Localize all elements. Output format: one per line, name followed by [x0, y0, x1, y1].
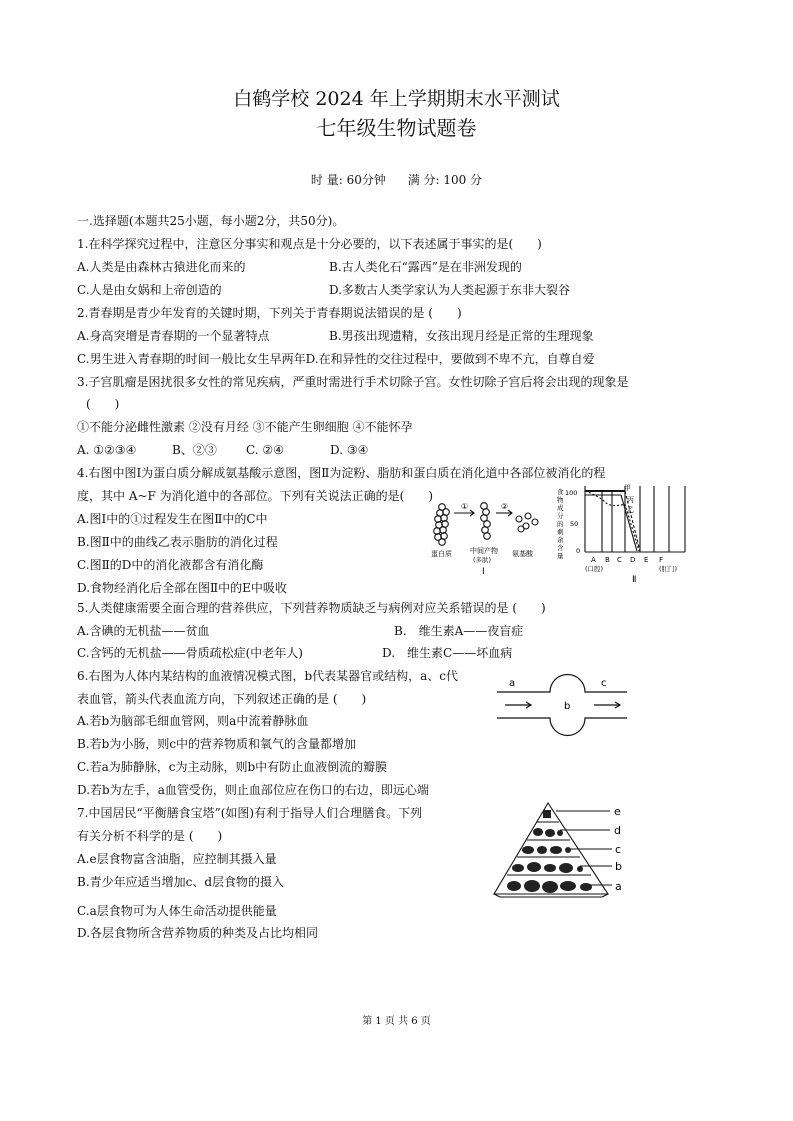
q7-option-c: C.a层食物可为人体生命活动提供能量 [77, 904, 277, 918]
q3-option-d: D. ③④ [330, 443, 369, 457]
q2-option-cd: C.男生进入青春期的时间一般比女生早两年D.在和异性的交往过程中，要做到不卑不亢，自尊自爱 [77, 352, 595, 366]
q6-option-d: D.若b为左手，a血管受伤，则止血部位应在伤口的右边，即远心端 [77, 783, 429, 797]
fig2-label-bing: 丙 [627, 496, 634, 504]
q2-stem: 2.青春期是青少年发育的关键时期，下列关于青春期说法错误的是 ( ) [77, 306, 462, 320]
fig6-label-a: a [509, 678, 516, 689]
q5-option-c: C.含钙的无机盐——骨质疏松症(中老年人) [77, 646, 303, 660]
q6-option-b: B.若b为小肠，则c中的营养物质和氧气的含量都增加 [77, 737, 357, 751]
q7-stem-1: 7.中国居民“平衡膳食宝塔”(如图)有利于指导人们合理膳食。下列 [77, 806, 423, 820]
q1-option-d: D.多数古人类学家认为人类起源于东非大裂谷 [329, 283, 571, 297]
fig2-mouth: (口腔) [585, 565, 604, 573]
svg-text:量: 量 [557, 552, 564, 560]
svg-text:D: D [630, 556, 636, 564]
q6-option-c: C.若a为肺静脉，c为主动脉，则b中有防止血液倒流的瓣膜 [77, 760, 388, 774]
figure-digestion-graph [555, 482, 695, 590]
q2-option-b: B.男孩出现遗精，女孩出现月经是正常的生理现象 [329, 329, 594, 343]
fig2-x-labels [591, 556, 663, 564]
svg-text:含: 含 [557, 544, 564, 552]
svg-text:的: 的 [557, 520, 564, 528]
q5-option-d: D. 维生素C——坏血病 [382, 646, 513, 660]
q3-option-a: A. ①②③④ [77, 443, 137, 457]
svg-text:B: B [605, 556, 610, 564]
fig1-label-intermediate: 中间产物 [470, 547, 498, 555]
svg-text:剩: 剩 [557, 528, 564, 536]
svg-text:F: F [659, 556, 664, 564]
q7-option-b: B.青少年应适当增加c、d层食物的摄入 [77, 875, 285, 889]
svg-text:C: C [617, 556, 622, 564]
q3-option-c: C. ②④ [246, 443, 284, 457]
figure-food-pyramid [490, 800, 630, 902]
fig7-label-c: c [615, 843, 622, 856]
svg-text:E: E [644, 556, 649, 564]
svg-text:余: 余 [557, 536, 564, 544]
svg-text:A: A [591, 556, 596, 564]
q5-option-a: A.含碘的无机盐——贫血 [77, 624, 210, 638]
q2-option-a: A.身高突增是青春期的一个显著特点 [77, 329, 270, 343]
svg-text:食: 食 [557, 488, 564, 496]
q5-option-b: B. 维生素A——夜盲症 [394, 624, 524, 638]
fig2-label-yi: 乙 [627, 506, 634, 514]
fig2-numeral: Ⅱ [632, 575, 637, 585]
svg-text:分: 分 [557, 512, 564, 520]
q1-option-b: B.古人类化石“露西”是在非洲发现的 [329, 260, 522, 274]
q4-option-b: B.图Ⅱ中的曲线乙表示脂肪的消化过程 [77, 535, 278, 549]
fig2-y100: 100 [565, 489, 578, 497]
fig2-y0: 0 [576, 547, 581, 555]
fig6-label-c: c [601, 678, 607, 689]
fig2-y50: 50 [570, 520, 579, 528]
exam-time: 时 量: 60分钟 [310, 173, 386, 187]
q4-option-a: A.图Ⅰ中的①过程发生在图Ⅱ中的C中 [77, 512, 268, 526]
q4-option-c: C.图Ⅱ的D中的消化液都含有消化酶 [77, 558, 264, 572]
q1-stem: 1.在科学探究过程中，注意区分事实和观点是十分必要的，以下表述属于事实的是( ) [77, 237, 542, 251]
fig2-anus: (肛门) [659, 565, 678, 573]
figure-blood-vessel [495, 670, 630, 740]
fig1-step-1: ① [461, 502, 469, 511]
section-heading: 一.选择题(本题共25小题，每小题2分，共50分)。 [77, 214, 345, 228]
page-footer: 第 1 页 共 6 页 [362, 1016, 431, 1027]
exam-score: 满 分: 100 分 [407, 173, 483, 187]
fig1-label-protein: 蛋白质 [431, 550, 452, 558]
q1-option-a: A.人类是由森林古猿进化而来的 [77, 260, 246, 274]
fig7-label-a: a [615, 880, 622, 893]
fig1-step-2: ② [501, 502, 509, 511]
fig1-label-amino-acid: 氨基酸 [512, 550, 533, 558]
svg-text:物: 物 [557, 496, 564, 504]
q3-items: ①不能分泌雌性激素 ②没有月经 ③不能产生卵细胞 ④不能怀孕 [77, 420, 413, 434]
exam-title: 白鹤学校 2024 年上学期期末水平测试 [233, 88, 560, 110]
q7-option-d: D.各层食物所含营养物质的种类及占比均相同 [77, 926, 319, 940]
q4-stem-2: 度，其中 A~F 为消化道中的各部位。下列有关说法正确的是( ) [77, 489, 434, 503]
svg-text:成: 成 [557, 504, 564, 512]
q4-stem-1: 4.右图中图Ⅰ为蛋白质分解成氨基酸示意图，图Ⅱ为淀粉、脂肪和蛋白质在消化道中各部位被消化的程 [77, 466, 606, 480]
fig2-label-jia: 甲 [624, 484, 631, 492]
fig7-label-d: d [614, 824, 621, 837]
exam-subtitle: 七年级生物试题卷 [316, 116, 477, 140]
q3-stem: 3.子宫肌瘤是困扰很多女性的常见疾病，严重时需进行手术切除子宫。女性切除子宫后将会出现的现象是 [77, 375, 629, 389]
fig6-label-b: b [564, 701, 571, 712]
q7-option-a: A.e层食物富含油脂，应控制其摄入量 [77, 852, 277, 866]
q3-option-b: B、②③ [172, 443, 217, 457]
figure-protein-digestion [428, 497, 548, 579]
q6-option-a: A.若b为脑部毛细血管网，则a中流着静脉血 [77, 714, 309, 728]
q6-stem-2: 表血管，箭头代表血流方向，下列叙述正确的是 ( ) [77, 692, 367, 706]
fig7-label-e: e [614, 805, 621, 818]
q7-stem-2: 有关分析不科学的是 ( ) [77, 829, 223, 843]
exam-meta [0, 171, 793, 188]
fig1-numeral: Ⅰ [482, 567, 485, 577]
q6-stem-1: 6.右图为人体内某结构的血液情况模式图，b代表某器官或结构，a、c代 [77, 669, 459, 683]
q4-option-d: D.食物经消化后全部在图Ⅱ中的E中吸收 [77, 581, 287, 595]
fig1-label-peptide: (多肽) [473, 556, 492, 564]
q1-option-c: C.人是由女娲和上帝创造的 [77, 283, 222, 297]
q3-paren: ( ) [86, 397, 120, 411]
fig2-ylabel [557, 487, 564, 560]
q5-stem: 5.人类健康需要全面合理的营养供应，下列营养物质缺乏与病例对应关系错误的是 ( ) [77, 601, 546, 615]
fig7-label-b: b [615, 860, 622, 873]
